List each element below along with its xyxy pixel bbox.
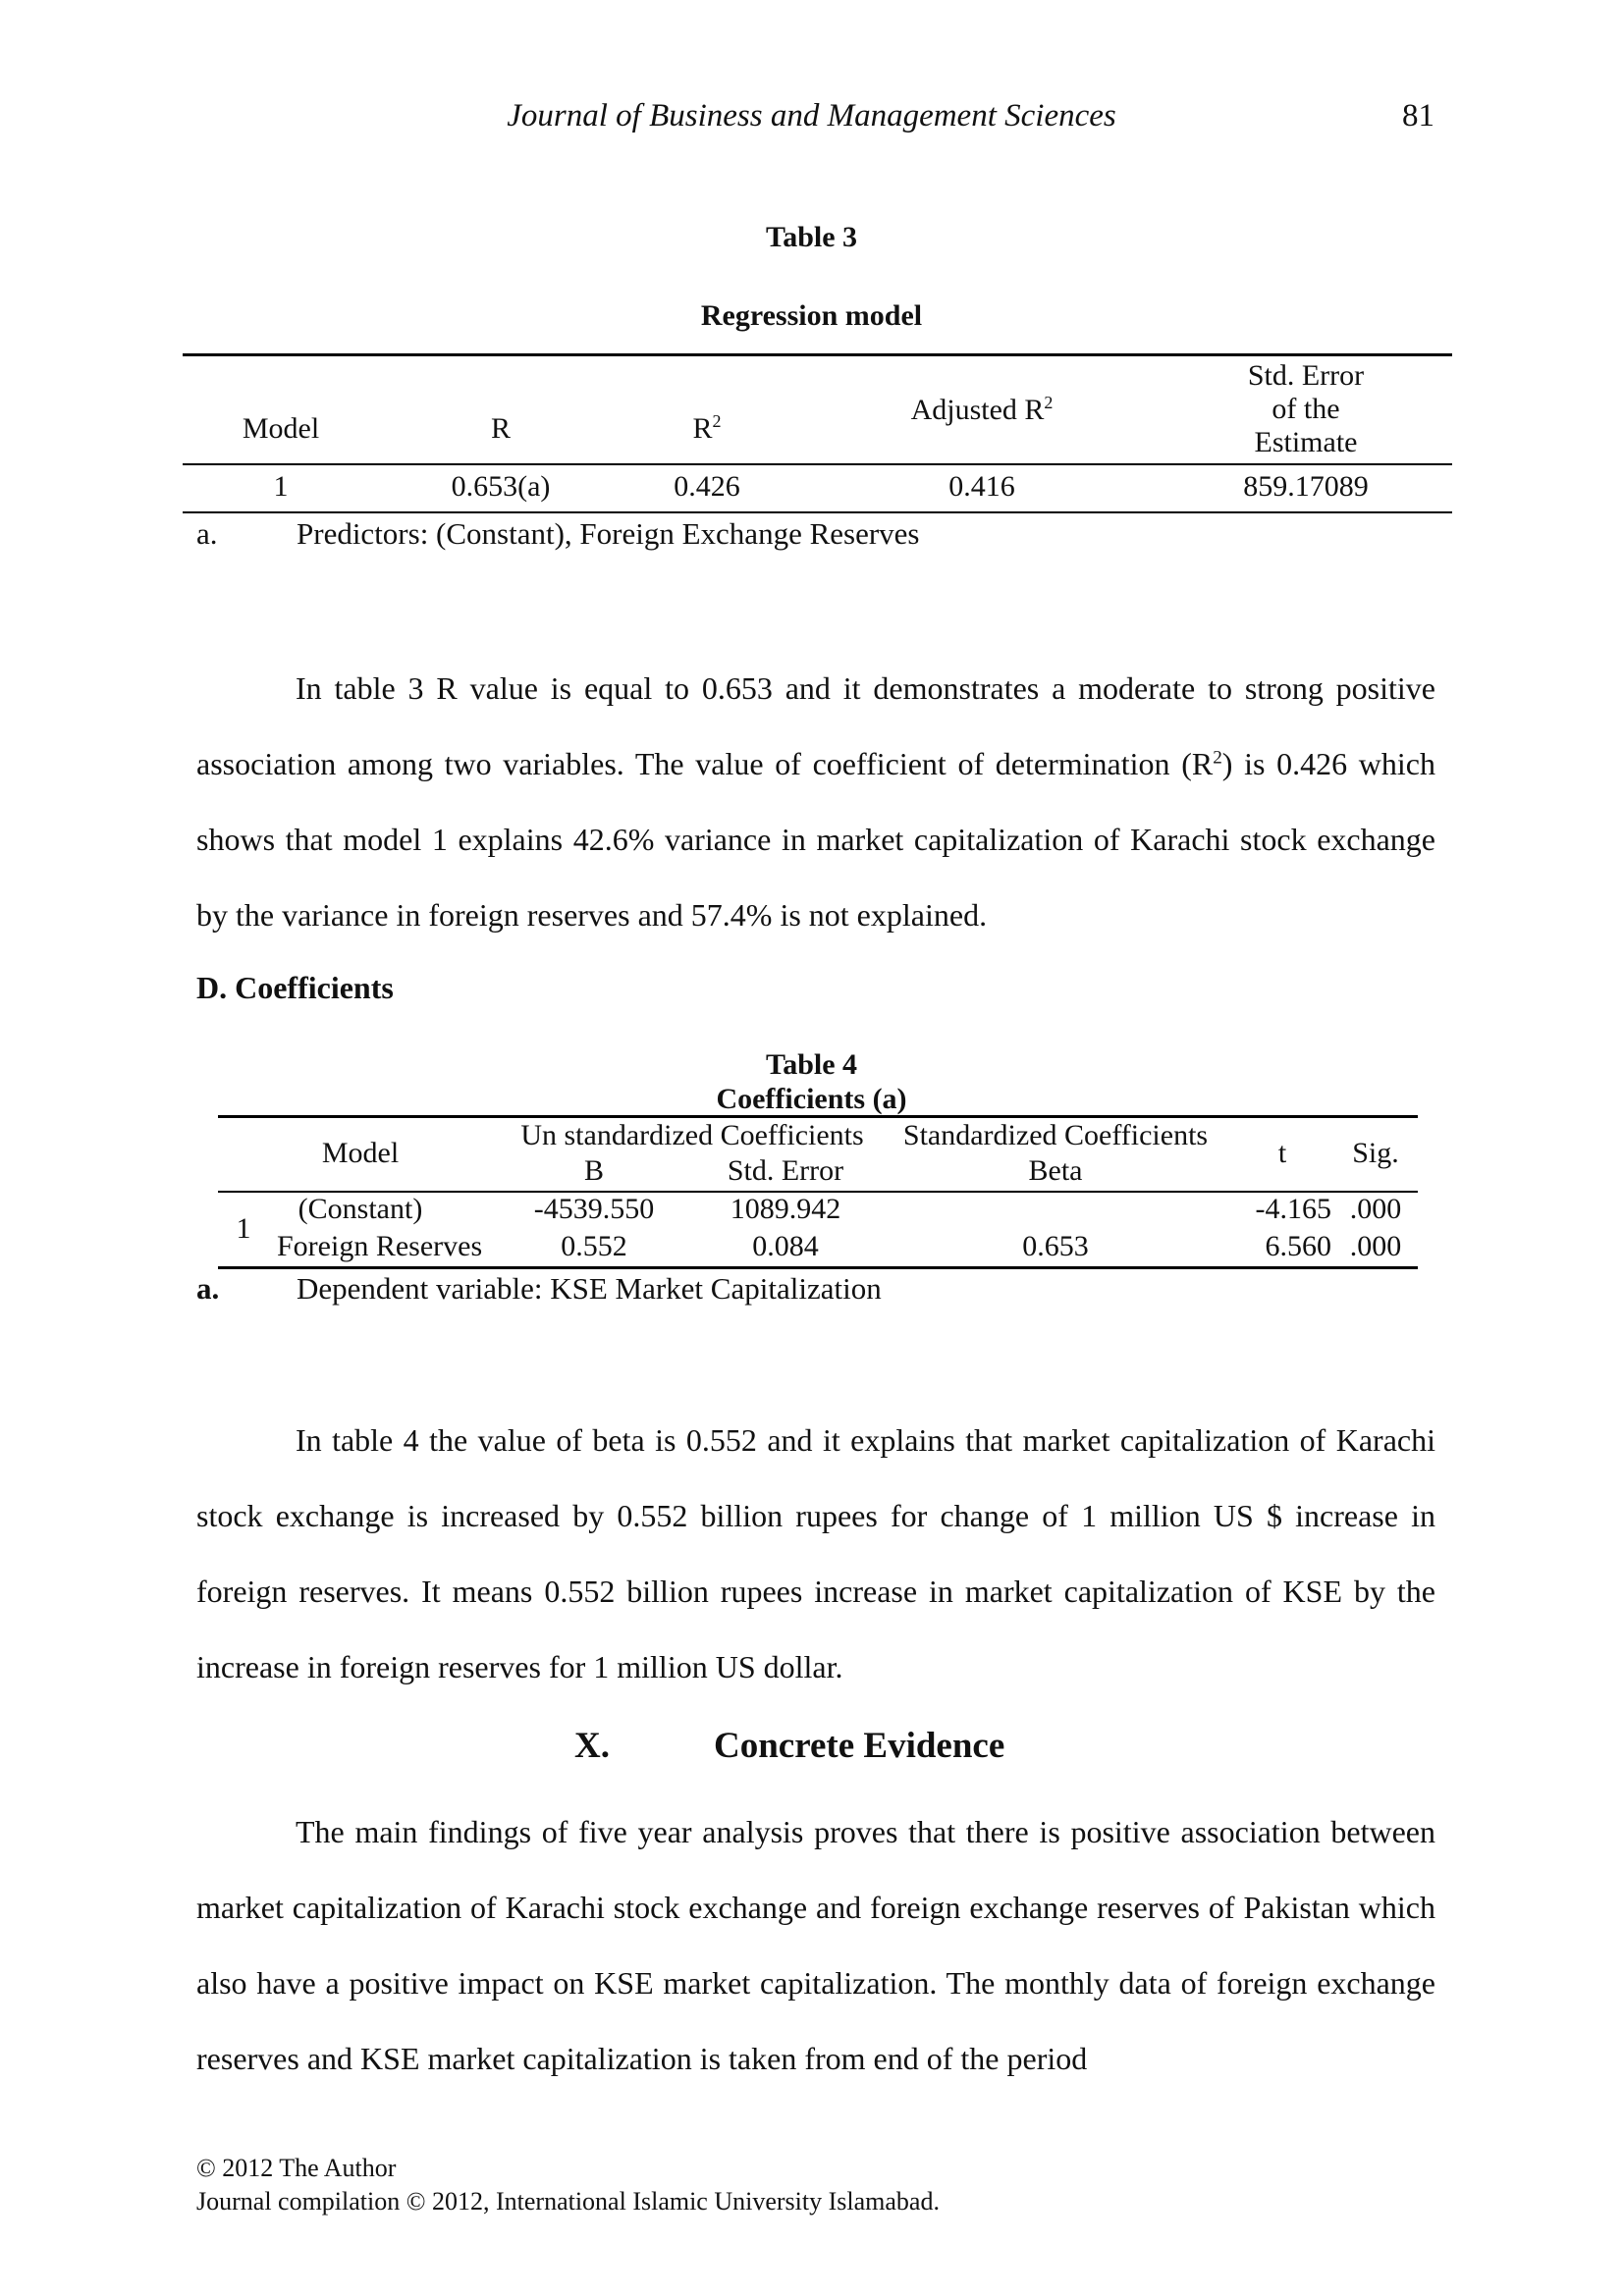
table3-top-rule	[183, 353, 1452, 356]
table3-header-adjusted-r2: Adjusted $R^2$	[910, 393, 1054, 426]
table3-note: Predictors: (Constant), Foreign Exchange Reserves	[297, 516, 920, 551]
table4-bottom-rule	[218, 1266, 1418, 1269]
table4-row2-sig: .000	[1349, 1230, 1402, 1262]
table4-header-std-error: Std. Error	[727, 1154, 844, 1187]
table4-row2-name: Foreign Reserves	[277, 1230, 483, 1262]
page-number: 81	[1402, 98, 1434, 133]
table4-row2-b: 0.552	[561, 1230, 627, 1262]
section-d-heading: D. Coefficients	[196, 970, 394, 1005]
table4-row1-t: -4.165	[1255, 1193, 1331, 1225]
paragraph-table4-discussion: In table 4 the value of beta is 0.552 and it explains that market capitalization of Karachi stock exchange is increased by 0.552 billion rupees for change of 1 million US $ increase in foreign reserves. It means 0.552 billion rupees increase in market capitalization of KSE by the increase in foreign reserves for 1 million US dollar.	[196, 1422, 1435, 1684]
table4-header-model: Model	[321, 1137, 400, 1169]
table3-cell-r: 0.653(a)	[451, 470, 551, 503]
table4-header-standardized: Standardized Coefficients	[902, 1119, 1209, 1151]
table4-note: Dependent variable: KSE Market Capitalization	[297, 1271, 882, 1306]
table3-header-std-error: Std. Error of the Estimate	[1247, 359, 1365, 458]
footer-compilation: Journal compilation © 2012, International Islamic University Islamabad.	[196, 2187, 940, 2216]
table3-note-mark: a.	[196, 516, 218, 551]
table4-header-t: t	[1277, 1137, 1287, 1169]
table4-row1-name: (Constant)	[298, 1193, 423, 1225]
table4-row2-beta: 0.653	[1022, 1230, 1089, 1262]
table4-header-unstandardized: Un standardized Coefficients	[520, 1119, 864, 1151]
table3-cell-std-error: 859.17089	[1243, 470, 1369, 503]
table4-title: Coefficients (a)	[716, 1083, 907, 1115]
table3-mid-rule	[183, 463, 1452, 465]
table3-header-r: R	[490, 412, 511, 445]
table4-header-b: B	[583, 1154, 604, 1187]
paragraph-concrete-evidence: The main findings of five year analysis proves that there is positive association between market capitalization of Karachi stock exchange and foreign exchange reserves of Pakistan which also have a positive impact on KSE market capitalization. The monthly data of foreign exchange reserves and KSE market capitalization is taken from end of the period	[196, 1814, 1435, 2076]
table4-header-beta: Beta	[1028, 1154, 1083, 1187]
table4-model-number: 1	[236, 1212, 251, 1245]
table4-top-rule	[218, 1115, 1418, 1118]
table3-bottom-rule	[183, 511, 1452, 513]
table3-cell-adjusted-r2: 0.416	[948, 470, 1015, 503]
table3-cell-r2: 0.426	[674, 470, 740, 503]
table4-row1-b: -4539.550	[533, 1193, 655, 1225]
table4-row2-t: 6.560	[1265, 1230, 1331, 1262]
running-header-journal: Journal of Business and Management Sciences	[507, 98, 1116, 133]
footer-author: © 2012 The Author	[196, 2154, 397, 2182]
table3-header-model: Model	[242, 412, 320, 445]
table3-header-r2: $R^2$	[692, 411, 722, 445]
section-x-number: X.	[574, 1726, 610, 1766]
table4-row1-std-error: 1089.942	[730, 1193, 841, 1225]
table3-cell-model: 1	[273, 470, 289, 503]
table4-label: Table 4	[765, 1048, 858, 1081]
table4-note-mark: a.	[196, 1271, 220, 1306]
table4-header-sig: Sig.	[1352, 1137, 1399, 1169]
table4-row1-sig: .000	[1349, 1193, 1402, 1225]
paragraph-table3-discussion: In table 3 R value is equal to 0.653 and it demonstrates a moderate to strong positive association among two variables. The value of coefficient of determination $(R^2)$ is 0.426 which shows that model 1 explains 42.6% variance in market capitalization of Karachi stock exchange by the variance in foreign reserves and 57.4% is not explained.	[196, 670, 1436, 933]
footer-copyright	[196, 2152, 940, 2218]
table3-title: Regression model	[700, 299, 923, 332]
table3-label: Table 3	[765, 221, 858, 253]
table4-row2-std-error: 0.084	[752, 1230, 819, 1262]
section-x-title: Concrete Evidence	[714, 1726, 1005, 1766]
